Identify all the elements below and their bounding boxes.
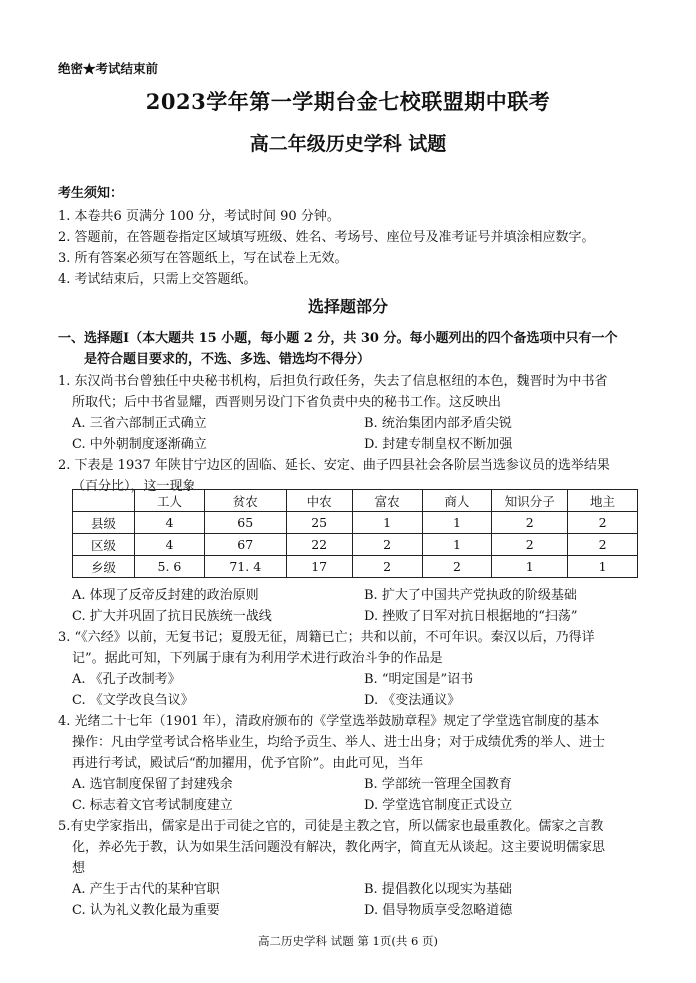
table-header-cell: 中农 bbox=[286, 490, 352, 512]
q3-stem-cont: 记”。据此可知，下列属于康有为利用学术进行政治斗争的作品是 bbox=[72, 651, 443, 666]
table-cell: 1 bbox=[352, 512, 422, 534]
q3-option-c[interactable]: C. 《文学改良刍议》 bbox=[72, 693, 194, 708]
q1-option-d[interactable]: D. 封建专制皇权不断加强 bbox=[364, 437, 513, 452]
table-header-cell: 工人 bbox=[135, 490, 205, 512]
q4-option-b[interactable]: B. 学部统一管理全国教育 bbox=[364, 777, 512, 792]
table-cell: 65 bbox=[204, 512, 286, 534]
q4-option-d[interactable]: D. 学堂选官制度正式设立 bbox=[364, 798, 513, 813]
section-intro-cont: 是符合题目要求的，不选、多选、错选均不得分） bbox=[84, 352, 371, 367]
table-cell: 5. 6 bbox=[135, 556, 205, 578]
notice-item: 2. 答题前，在答题卷指定区域填写班级、姓名、考场号、座位号及准考证号并填涂相应数字。 bbox=[58, 230, 595, 245]
table-cell: 2 bbox=[492, 512, 568, 534]
table-cell: 4 bbox=[135, 534, 205, 556]
exam-subtitle: 高二年级历史学科 试题 bbox=[249, 133, 447, 155]
table-cell: 2 bbox=[352, 534, 422, 556]
q3-option-a[interactable]: A. 《孔子改制考》 bbox=[72, 672, 181, 687]
notice-item: 1. 本卷共6 页满分 100 分，考试时间 90 分钟。 bbox=[58, 209, 340, 224]
table-header-cell: 富农 bbox=[352, 490, 422, 512]
table-cell: 乡级 bbox=[73, 556, 135, 578]
q5-option-a[interactable]: A. 产生于古代的某种官职 bbox=[72, 882, 220, 897]
table-cell: 2 bbox=[422, 556, 492, 578]
q2-option-c[interactable]: C. 扩大并巩固了抗日民族统一战线 bbox=[72, 609, 272, 624]
q1-stem-cont: 所取代；后中书省显耀，西晋则另设门下省负责中央的秘书工作。这反映出 bbox=[72, 395, 502, 410]
table-cell: 1 bbox=[568, 556, 638, 578]
table-cell: 22 bbox=[286, 534, 352, 556]
table-cell: 2 bbox=[492, 534, 568, 556]
q4-stem-cont: 操作：凡由学堂考试合格毕业生，均给予贡生、举人、进士出身；对于成绩优秀的举人、进士 bbox=[72, 735, 606, 750]
q5-option-b[interactable]: B. 提倡教化以现实为基础 bbox=[364, 882, 512, 897]
table-header-cell: 贫农 bbox=[204, 490, 286, 512]
q4-option-a[interactable]: A. 选官制度保留了封建残余 bbox=[72, 777, 233, 792]
q5-stem: 5.有史学家指出，儒家是出于司徒之官的，司徒是主教之官，所以儒家也最重教化。儒家之言教 bbox=[58, 819, 604, 834]
q4-stem-cont: 再进行考试，殿试后“酌加擢用，优予官阶”。由此可见，当年 bbox=[72, 756, 424, 771]
q3-option-b[interactable]: B. “明定国是”诏书 bbox=[364, 672, 474, 687]
q1-stem: 1. 东汉尚书台曾独任中央秘书机构，后担负行政任务，失去了信息枢纽的本色，魏晋时为中书省 bbox=[58, 374, 608, 389]
q5-option-d[interactable]: D. 倡导物质享受忽略道德 bbox=[364, 903, 513, 918]
table-row bbox=[73, 556, 638, 578]
table-cell: 1 bbox=[422, 512, 492, 534]
table-cell: 67 bbox=[204, 534, 286, 556]
table-header-row bbox=[73, 490, 638, 512]
confidential-label: 绝密★考试结束前 bbox=[58, 61, 159, 76]
table-header-cell: 知识分子 bbox=[492, 490, 568, 512]
table-cell: 2 bbox=[568, 534, 638, 556]
table-cell: 2 bbox=[352, 556, 422, 578]
table-row bbox=[73, 512, 638, 534]
table-header-cell bbox=[73, 490, 135, 512]
exam-title: 2023学年第一学期台金七校联盟期中联考 bbox=[145, 89, 551, 114]
notice-heading: 考生须知： bbox=[58, 186, 124, 201]
section-intro: 一、选择题Ⅰ（本大题共 15 小题，每小题 2 分，共 30 分。每小题列出的四个备选项中只有一个 bbox=[58, 331, 618, 346]
page-footer: 高二历史学科 试题 第 1页(共 6 页) bbox=[258, 934, 438, 948]
q2-stem: 2. 下表是 1937 年陕甘宁边区的固临、延长、安定、曲子四县社会各阶层当选参议员的选举结果 bbox=[58, 458, 610, 473]
q3-option-d[interactable]: D. 《变法通议》 bbox=[364, 693, 461, 708]
table-cell: 17 bbox=[286, 556, 352, 578]
q2-stem-cont: （百分比），这一现象 bbox=[72, 479, 196, 494]
q3-stem: 3. “《六经》以前，无复书记；夏殷无征，周籍已亡；共和以前，不可年识。秦汉以后，乃得详 bbox=[58, 630, 595, 645]
table-cell: 1 bbox=[492, 556, 568, 578]
q2-option-d[interactable]: D. 挫败了日军对抗日根据地的“扫荡” bbox=[364, 609, 578, 624]
q1-option-c[interactable]: C. 中外朝制度逐渐确立 bbox=[72, 437, 207, 452]
table-cell: 25 bbox=[286, 512, 352, 534]
q5-option-c[interactable]: C. 认为礼义教化最为重要 bbox=[72, 903, 220, 918]
q2-option-a[interactable]: A. 体现了反帝反封建的政治原则 bbox=[72, 588, 259, 603]
table-row bbox=[73, 534, 638, 556]
table-header-cell: 地主 bbox=[568, 490, 638, 512]
q5-stem-cont: 想 bbox=[72, 861, 86, 876]
q2-option-b[interactable]: B. 扩大了中国共产党执政的阶级基础 bbox=[364, 588, 577, 603]
notice-item: 3. 所有答案必须写在答题纸上，写在试卷上无效。 bbox=[58, 251, 348, 266]
table-cell: 4 bbox=[135, 512, 205, 534]
q4-stem: 4. 光绪二十七年（1901 年），清政府颁布的《学堂选举鼓励章程》规定了学堂选官制度的基本 bbox=[58, 714, 600, 729]
q1-option-b[interactable]: B. 统治集团内部矛盾尖锐 bbox=[364, 416, 512, 431]
q1-option-a[interactable]: A. 三省六部制正式确立 bbox=[72, 416, 207, 431]
table-cell: 区级 bbox=[73, 534, 135, 556]
election-table bbox=[72, 489, 638, 578]
table-cell: 县级 bbox=[73, 512, 135, 534]
table-cell: 71. 4 bbox=[204, 556, 286, 578]
table-header-cell: 商人 bbox=[422, 490, 492, 512]
section-title: 选择题部分 bbox=[307, 297, 388, 316]
q4-option-c[interactable]: C. 标志着文官考试制度建立 bbox=[72, 798, 233, 813]
q5-stem-cont: 化，养必先于教，认为如果生活问题没有解决，教化两字，简直无从谈起。这主要说明儒家思 bbox=[72, 840, 606, 855]
table-cell: 2 bbox=[568, 512, 638, 534]
table-cell: 1 bbox=[422, 534, 492, 556]
notice-item: 4. 考试结束后，只需上交答题纸。 bbox=[58, 272, 257, 287]
